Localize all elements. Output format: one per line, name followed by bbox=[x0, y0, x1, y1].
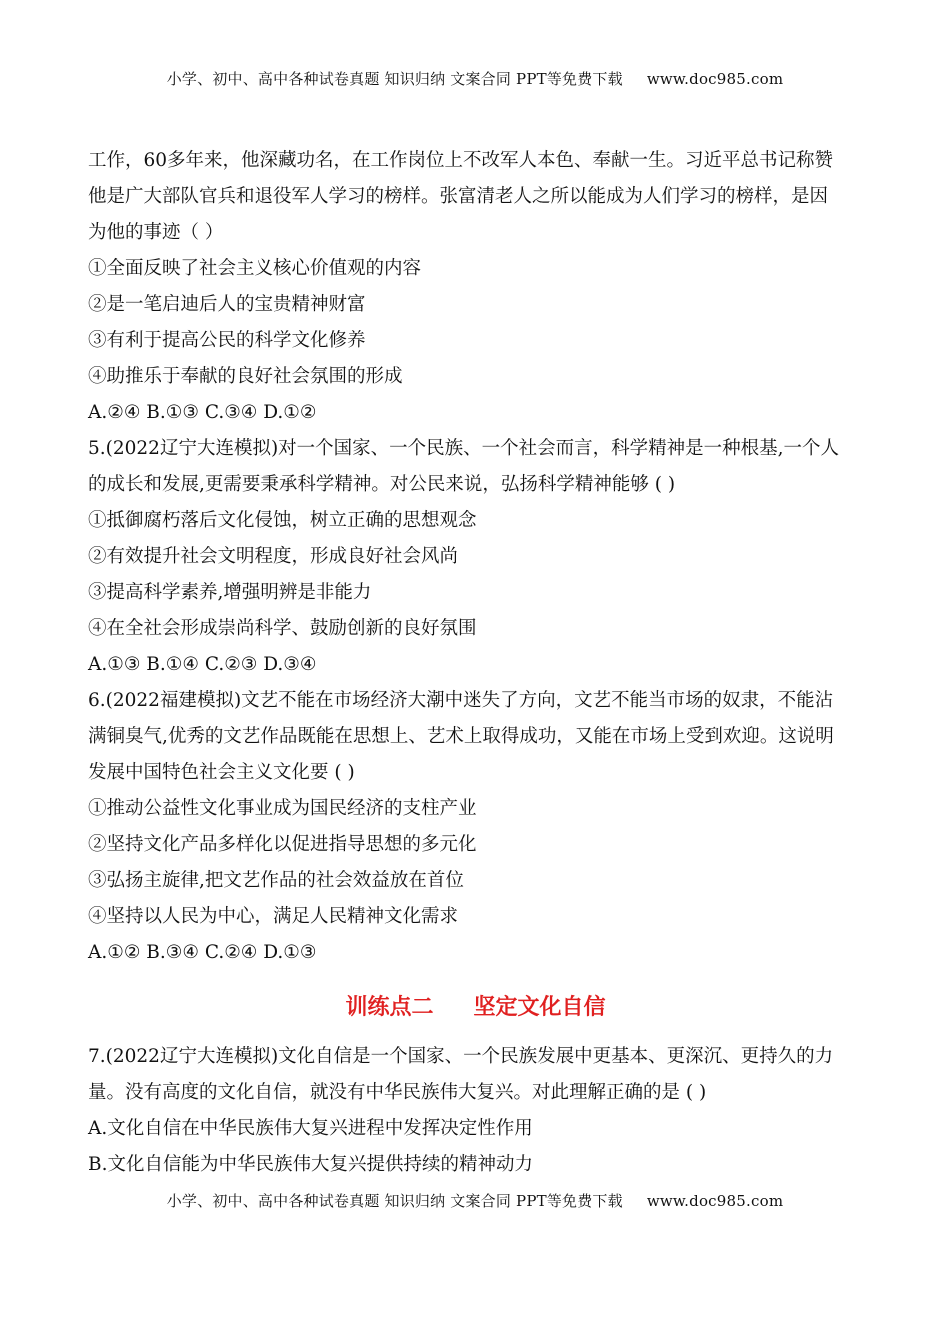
question-text-line: 满铜臭气,优秀的文艺作品既能在思想上、艺术上取得成功，又能在市场上受到欢迎。这说明 bbox=[88, 726, 834, 747]
question-5 bbox=[88, 431, 863, 683]
question-4-tail bbox=[88, 143, 863, 431]
question-6 bbox=[88, 683, 863, 971]
statement-option: ③提高科学素养,增强明辨是非能力 bbox=[88, 582, 372, 603]
statement-option: ④坚持以人民为中心，满足人民精神文化需求 bbox=[88, 906, 459, 927]
answer-choices: A.②④ B.①③ C.③④ D.①② bbox=[88, 402, 317, 423]
page-header bbox=[0, 68, 950, 89]
answer-choices: A.①② B.③④ C.②④ D.①③ bbox=[88, 942, 317, 963]
choice-option: B.文化自信能为中华民族伟大复兴提供持续的精神动力 bbox=[88, 1154, 533, 1175]
question-text-line: 他是广大部队官兵和退役军人学习的榜样。张富清老人之所以能成为人们学习的榜样，是因 bbox=[88, 186, 829, 207]
question-7 bbox=[88, 1039, 863, 1183]
statement-option: ①全面反映了社会主义核心价值观的内容 bbox=[88, 258, 422, 279]
statement-option: ④在全社会形成崇尚科学、鼓励创新的良好氛围 bbox=[88, 618, 477, 639]
statement-option: ①抵御腐朽落后文化侵蚀，树立正确的思想观念 bbox=[88, 510, 477, 531]
statement-option: ③有利于提高公民的科学文化修养 bbox=[88, 330, 366, 351]
answer-choices: A.①③ B.①④ C.②③ D.③④ bbox=[88, 654, 317, 675]
question-text-line: 为他的事迹（ ） bbox=[88, 222, 224, 243]
statement-option: ①推动公益性文化事业成为国民经济的支柱产业 bbox=[88, 798, 477, 819]
section-heading bbox=[88, 977, 863, 1039]
footer-site: www.doc985.com bbox=[646, 1192, 784, 1210]
question-text-line: 发展中国特色社会主义文化要 ( ) bbox=[88, 762, 355, 783]
question-text-line: 7.(2022辽宁大连模拟)文化自信是一个国家、一个民族发展中更基本、更深沉、更持久的力 bbox=[88, 1046, 834, 1067]
question-text-line: 工作，60多年来，他深藏功名，在工作岗位上不改军人本色、奉献一生。习近平总书记称赞 bbox=[88, 150, 834, 171]
footer-text: 小学、初中、高中各种试卷真题 知识归纳 文案合同 PPT等免费下载 bbox=[166, 1192, 623, 1210]
statement-option: ②有效提升社会文明程度，形成良好社会风尚 bbox=[88, 546, 459, 567]
statement-option: ③弘扬主旋律,把文艺作品的社会效益放在首位 bbox=[88, 870, 464, 891]
choice-option: A.文化自信在中华民族伟大复兴进程中发挥决定性作用 bbox=[88, 1118, 533, 1139]
statement-option: ④助推乐于奉献的良好社会氛围的形成 bbox=[88, 366, 403, 387]
page-content bbox=[88, 143, 863, 1183]
question-text-line: 的成长和发展,更需要秉承科学精神。对公民来说，弘扬科学精神能够 ( ) bbox=[88, 474, 676, 495]
section-title: 坚定文化自信 bbox=[473, 995, 606, 1020]
question-text-line: 量。没有高度的文化自信，就没有中华民族伟大复兴。对此理解正确的是 ( ) bbox=[88, 1082, 707, 1103]
header-site: www.doc985.com bbox=[646, 70, 784, 88]
question-text-line: 6.(2022福建模拟)文艺不能在市场经济大潮中迷失了方向，文艺不能当市场的奴隶，不能沾 bbox=[88, 690, 834, 711]
header-text: 小学、初中、高中各种试卷真题 知识归纳 文案合同 PPT等免费下载 bbox=[166, 70, 623, 88]
page-footer bbox=[0, 1190, 950, 1211]
section-label: 训练点二 bbox=[345, 995, 434, 1020]
statement-option: ②是一笔启迪后人的宝贵精神财富 bbox=[88, 294, 366, 315]
statement-option: ②坚持文化产品多样化以促进指导思想的多元化 bbox=[88, 834, 477, 855]
question-text-line: 5.(2022辽宁大连模拟)对一个国家、一个民族、一个社会而言，科学精神是一种根基,一个人 bbox=[88, 438, 840, 459]
